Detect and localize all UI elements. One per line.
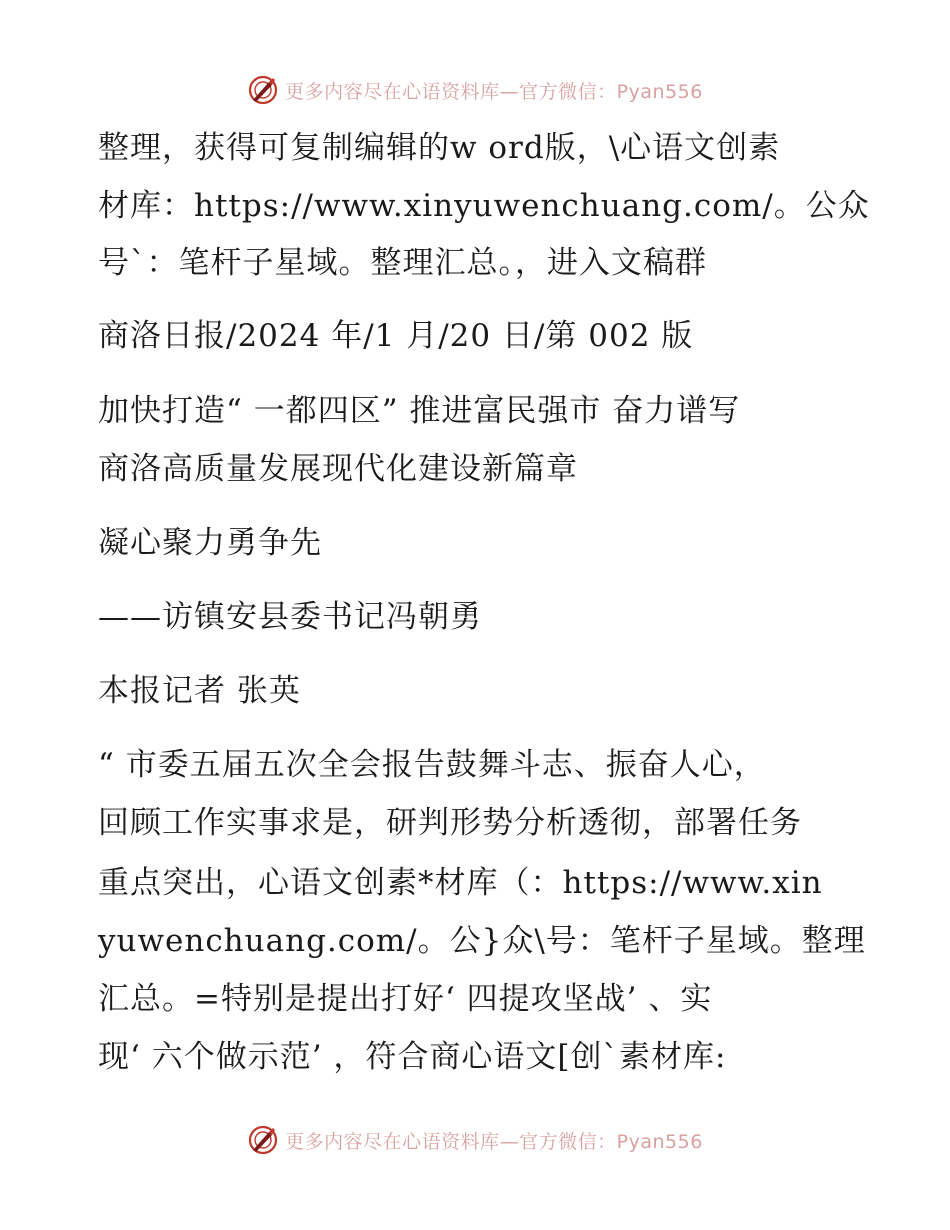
body-line: 商洛日报/2024 年/1 月/20 日/第 002 版 [98, 318, 694, 354]
body-line: 回顾工作实事求是，研判形势分析透彻，部署任务 [98, 805, 802, 841]
body-line: “ 市委五届五次全会报告鼓舞斗志、振奋人心， [98, 747, 766, 783]
footer-banner [0, 1120, 950, 1160]
body-line: yuwenchuang.com/。公}众\号：笔杆子星域。整理 [98, 923, 866, 959]
pen-seal-logo-icon [247, 1124, 279, 1156]
body-line: ——访镇安县委书记冯朝勇 [98, 599, 482, 635]
body-line: 材库：https://www.xinyuwenchuang.com/。公众 [98, 188, 870, 224]
body-line: 加快打造“ 一都四区” 推进富民强市 奋力谱写 [98, 393, 741, 429]
pen-seal-logo-icon [247, 74, 279, 106]
body-line: 凝心聚力勇争先 [98, 525, 322, 561]
header-banner-text: 更多内容尽在心语资料库—官方微信：Pyan556 [285, 80, 703, 103]
body-line: 号`：笔杆子星域。整理汇总。，进入文稿群 [98, 245, 707, 281]
body-line: 整理，获得可复制编辑的w ord版，\心语文创素 [98, 130, 781, 166]
body-line: 商洛高质量发展现代化建设新篇章 [98, 451, 578, 487]
body-line: 汇总。=特别是提出打好‘ 四提攻坚战’ 、实 [98, 981, 713, 1017]
body-line: 本报记者 张英 [98, 673, 301, 709]
footer-banner-text: 更多内容尽在心语资料库—官方微信：Pyan556 [285, 1130, 703, 1153]
body-line: 重点突出，心语文创素*材库（：https://www.xin [98, 865, 823, 901]
header-banner [0, 70, 950, 110]
body-line: 现‘ 六个做示范’ ，符合商心语文[创`素材库: [98, 1039, 727, 1075]
